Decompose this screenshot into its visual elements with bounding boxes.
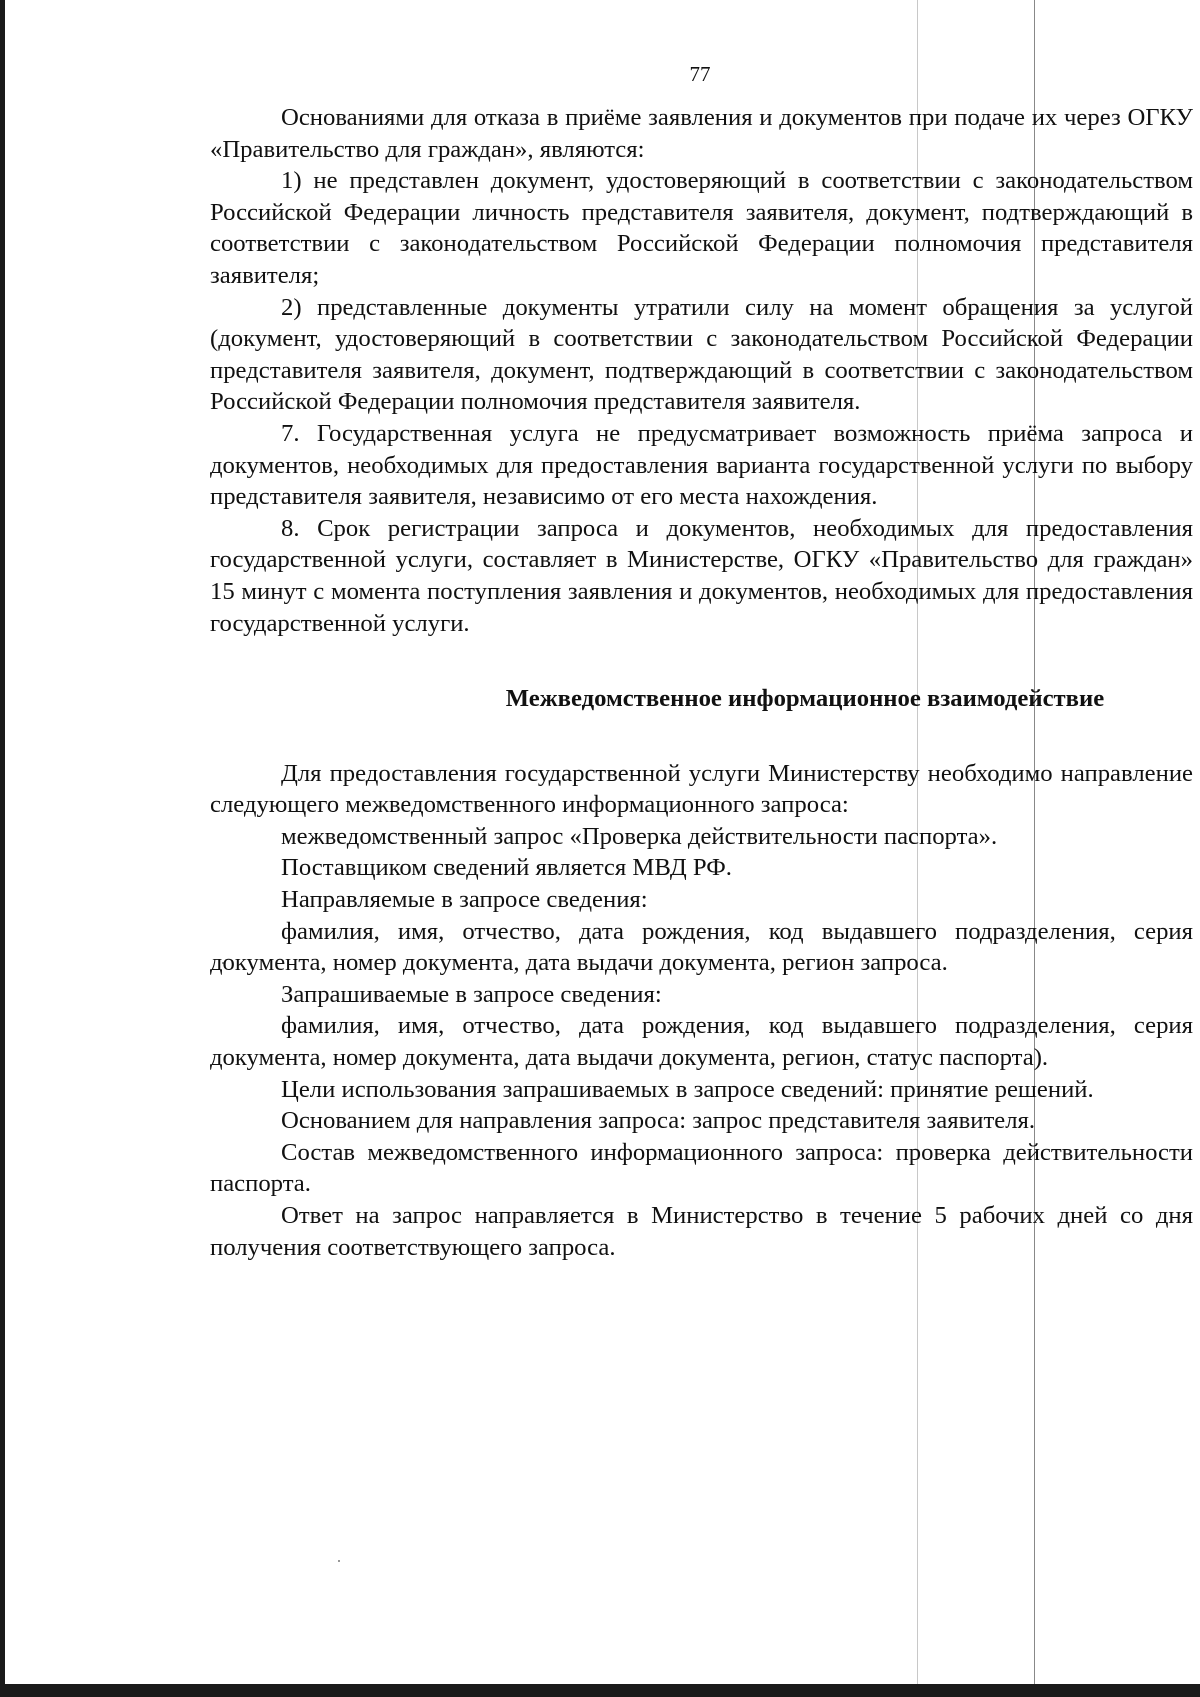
paragraph: Для предоставления государственной услуги Министерству необходимо направление следующего межведомственного информационного запроса:: [210, 759, 1193, 819]
page-number: 77: [689, 62, 711, 86]
paragraph: 2) представленные документы утратили силу на момент обращения за услугой (документ, удостоверяющий в соответствии с законодательством Российской Федерации представителя заявителя, документ, подтверждающий в соответствии с законодательством Российской Федерации полномочия представителя заявителя.: [210, 293, 1193, 416]
paragraph: Запрашиваемые в запросе сведения:: [281, 980, 662, 1008]
paragraph: Поставщиком сведений является МВД РФ.: [281, 854, 732, 882]
paragraph: Направляемые в запросе сведения:: [281, 886, 648, 914]
paragraph: 7. Государственная услуга не предусматривает возможность приёма запроса и документов, необходимых для предоставления варианта государственной услуги по выбору представителя заявителя, независимо от его места нахождения.: [210, 419, 1193, 511]
document-body: [210, 102, 1193, 1263]
paragraph: межведомственный запрос «Проверка действительности паспорта».: [281, 822, 998, 850]
paragraph: Состав межведомственного информационного запроса: проверка действительности паспорта.: [210, 1138, 1193, 1198]
paragraph: фамилия, имя, отчество, дата рождения, код выдавшего подразделения, серия документа, номер документа, дата выдачи документа, регион, статус паспорта).: [210, 1012, 1193, 1072]
scan-left-border: [0, 0, 5, 1697]
scan-bottom-border: [0, 1684, 1200, 1697]
paragraph: Цели использования запрашиваемых в запросе сведений: принятие решений.: [281, 1075, 1094, 1103]
paragraph: Основаниями для отказа в приёме заявления и документов при подаче их через ОГКУ «Правительство для граждан», являются:: [210, 104, 1193, 163]
section-heading: Межведомственное информационное взаимодействие: [505, 685, 1105, 713]
paragraph: Основанием для направления запроса: запрос представителя заявителя.: [281, 1107, 1036, 1135]
paragraph: 8. Срок регистрации запроса и документов, необходимых для предоставления государственной услуги, составляет в Министерстве, ОГКУ «Правительство для граждан» 15 минут с момента поступления заявления и документов, необходимых для предоставления государственной услуги.: [210, 514, 1193, 637]
scan-speck: [338, 1560, 340, 1562]
paragraph: фамилия, имя, отчество, дата рождения, код выдавшего подразделения, серия документа, номер документа, дата выдачи документа, регион запроса.: [210, 917, 1193, 977]
paragraph: 1) не представлен документ, удостоверяющий в соответствии с законодательством Российской Федерации личность представителя заявителя, документ, подтверждающий в соответствии с законодательством Российской Федерации полномочия представителя заявителя;: [210, 167, 1193, 289]
paragraph: Ответ на запрос направляется в Министерство в течение 5 рабочих дней со дня получения соответствующего запроса.: [210, 1202, 1193, 1261]
